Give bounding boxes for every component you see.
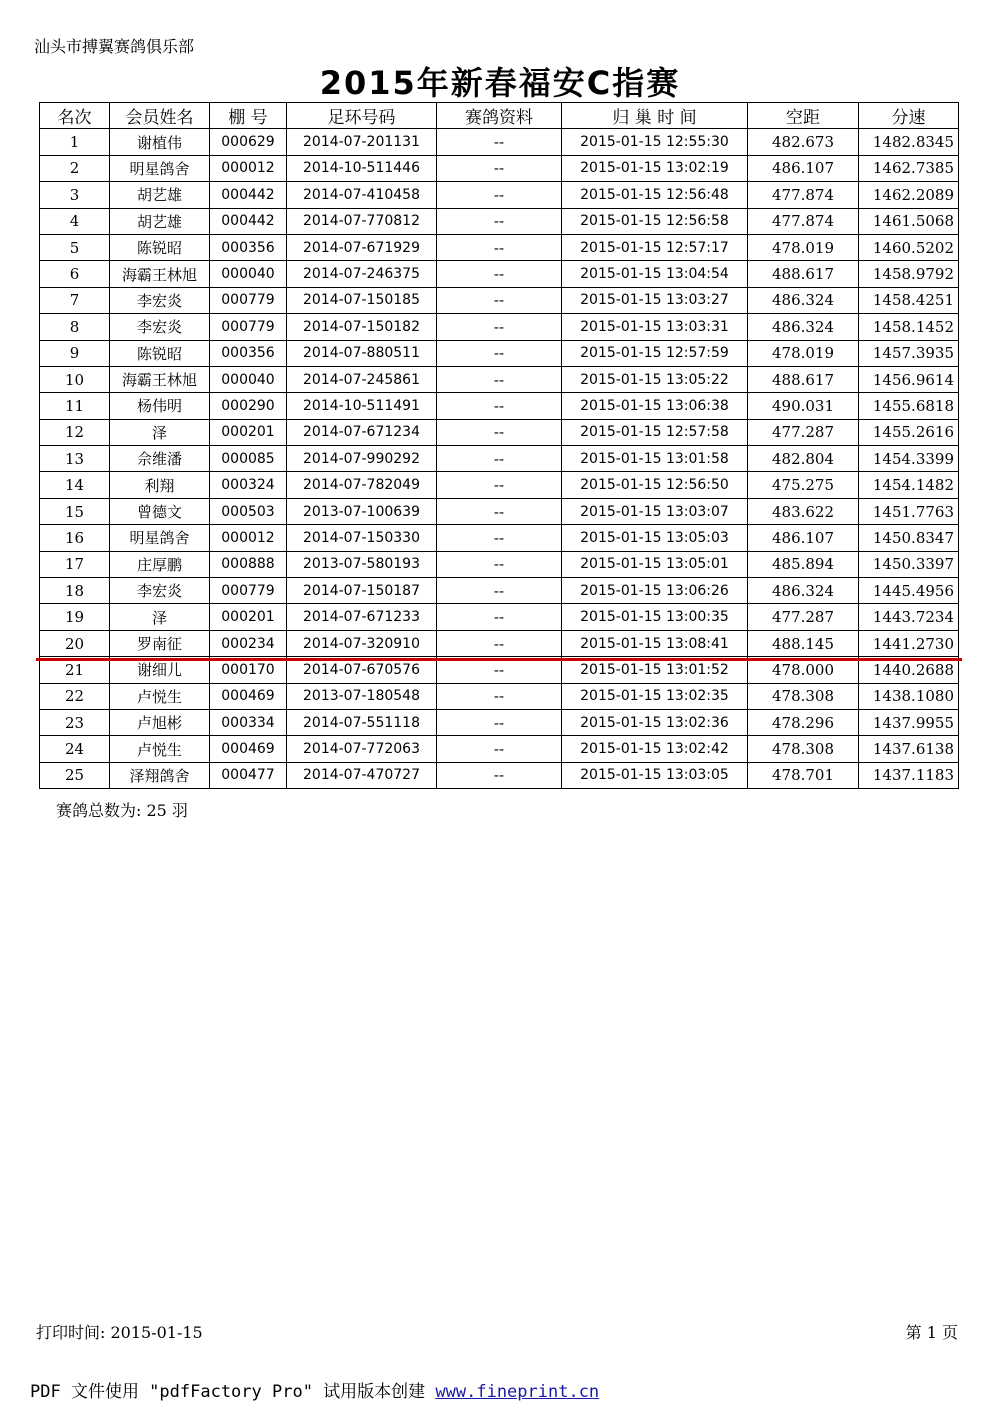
pigeon-info-cell: --: [437, 657, 562, 683]
arrival-time-cell: 2015-01-15 13:05:03: [562, 525, 748, 551]
table-row: [40, 366, 959, 392]
arrival-time-cell: 2015-01-15 12:56:48: [562, 182, 748, 208]
distance-cell: 486.324: [748, 314, 859, 340]
footer-note: [30, 1377, 599, 1402]
table-row: [40, 683, 959, 709]
member-name-cell: 庄厚鹏: [110, 551, 210, 577]
distance-cell: 477.287: [748, 604, 859, 630]
ring-number-cell: 2014-07-410458: [287, 182, 437, 208]
speed-cell: 1462.7385: [859, 155, 959, 181]
table-row: [40, 129, 959, 155]
loft-number-cell: 000442: [210, 182, 287, 208]
speed-cell: 1438.1080: [859, 683, 959, 709]
loft-number-cell: 000442: [210, 208, 287, 234]
distance-cell: 488.617: [748, 261, 859, 287]
pigeon-info-cell: --: [437, 604, 562, 630]
column-header: 会员姓名: [110, 103, 210, 129]
column-header: 归 巢 时 间: [562, 103, 748, 129]
table-header-row: [40, 103, 959, 129]
loft-number-cell: 000469: [210, 683, 287, 709]
footer-text: PDF 文件使用 "pdfFactory Pro" 试用版本创建: [30, 1382, 436, 1402]
member-name-cell: 泽: [110, 419, 210, 445]
loft-number-cell: 000201: [210, 419, 287, 445]
print-time: 打印时间: 2015-01-15: [36, 1323, 203, 1342]
loft-number-cell: 000469: [210, 736, 287, 762]
rank-cell: 23: [40, 709, 110, 735]
table-row: [40, 551, 959, 577]
pigeon-info-cell: --: [437, 709, 562, 735]
ring-number-cell: 2013-07-100639: [287, 498, 437, 524]
rank-cell: 7: [40, 287, 110, 313]
ring-number-cell: 2014-07-990292: [287, 446, 437, 472]
rank-cell: 20: [40, 630, 110, 656]
member-name-cell: 李宏炎: [110, 578, 210, 604]
total-count: 赛鸽总数为: 25 羽: [56, 801, 188, 820]
loft-number-cell: 000779: [210, 314, 287, 340]
pigeon-info-cell: --: [437, 551, 562, 577]
distance-cell: 490.031: [748, 393, 859, 419]
pigeon-info-cell: --: [437, 287, 562, 313]
speed-cell: 1437.1183: [859, 762, 959, 788]
footer-link[interactable]: www.fineprint.cn: [435, 1382, 600, 1402]
arrival-time-cell: 2015-01-15 13:01:52: [562, 657, 748, 683]
arrival-time-cell: 2015-01-15 13:02:36: [562, 709, 748, 735]
loft-number-cell: 000779: [210, 578, 287, 604]
member-name-cell: 泽翔鸽舍: [110, 762, 210, 788]
table-row: [40, 419, 959, 445]
column-header: 棚 号: [210, 103, 287, 129]
distance-cell: 486.107: [748, 525, 859, 551]
pigeon-info-cell: --: [437, 155, 562, 181]
rank-cell: 11: [40, 393, 110, 419]
distance-cell: 486.324: [748, 578, 859, 604]
distance-cell: 483.622: [748, 498, 859, 524]
arrival-time-cell: 2015-01-15 12:57:59: [562, 340, 748, 366]
rank-cell: 15: [40, 498, 110, 524]
speed-cell: 1456.9614: [859, 366, 959, 392]
ring-number-cell: 2013-07-580193: [287, 551, 437, 577]
distance-cell: 478.308: [748, 683, 859, 709]
member-name-cell: 罗南征: [110, 630, 210, 656]
ring-number-cell: 2014-07-246375: [287, 261, 437, 287]
table-row: [40, 234, 959, 260]
distance-cell: 478.308: [748, 736, 859, 762]
arrival-time-cell: 2015-01-15 12:56:58: [562, 208, 748, 234]
ring-number-cell: 2014-07-772063: [287, 736, 437, 762]
ring-number-cell: 2014-07-671234: [287, 419, 437, 445]
table-row: [40, 314, 959, 340]
ring-number-cell: 2014-07-880511: [287, 340, 437, 366]
arrival-time-cell: 2015-01-15 12:57:58: [562, 419, 748, 445]
ring-number-cell: 2014-07-551118: [287, 709, 437, 735]
loft-number-cell: 000085: [210, 446, 287, 472]
pigeon-info-cell: --: [437, 446, 562, 472]
pigeon-info-cell: --: [437, 129, 562, 155]
speed-cell: 1450.3397: [859, 551, 959, 577]
rank-cell: 8: [40, 314, 110, 340]
member-name-cell: 陈锐昭: [110, 340, 210, 366]
member-name-cell: 谢细儿: [110, 657, 210, 683]
member-name-cell: 明星鸽舍: [110, 155, 210, 181]
member-name-cell: 海霸王林旭: [110, 366, 210, 392]
speed-cell: 1457.3935: [859, 340, 959, 366]
loft-number-cell: 000324: [210, 472, 287, 498]
loft-number-cell: 000012: [210, 525, 287, 551]
arrival-time-cell: 2015-01-15 13:04:54: [562, 261, 748, 287]
loft-number-cell: 000170: [210, 657, 287, 683]
ring-number-cell: 2014-07-245861: [287, 366, 437, 392]
member-name-cell: 佘维潘: [110, 446, 210, 472]
loft-number-cell: 000040: [210, 261, 287, 287]
ring-number-cell: 2014-07-150330: [287, 525, 437, 551]
speed-cell: 1454.1482: [859, 472, 959, 498]
rank-cell: 2: [40, 155, 110, 181]
pigeon-info-cell: --: [437, 314, 562, 340]
member-name-cell: 泽: [110, 604, 210, 630]
rank-cell: 21: [40, 657, 110, 683]
table-row: [40, 578, 959, 604]
speed-cell: 1458.1452: [859, 314, 959, 340]
arrival-time-cell: 2015-01-15 13:00:35: [562, 604, 748, 630]
speed-cell: 1450.8347: [859, 525, 959, 551]
ring-number-cell: 2014-10-511446: [287, 155, 437, 181]
speed-cell: 1437.6138: [859, 736, 959, 762]
loft-number-cell: 000779: [210, 287, 287, 313]
distance-cell: 488.617: [748, 366, 859, 392]
rank-cell: 24: [40, 736, 110, 762]
arrival-time-cell: 2015-01-15 13:02:35: [562, 683, 748, 709]
arrival-time-cell: 2015-01-15 13:01:58: [562, 446, 748, 472]
distance-cell: 488.145: [748, 630, 859, 656]
table-row: [40, 261, 959, 287]
speed-cell: 1482.8345: [859, 129, 959, 155]
pigeon-info-cell: --: [437, 182, 562, 208]
arrival-time-cell: 2015-01-15 13:06:26: [562, 578, 748, 604]
speed-cell: 1445.4956: [859, 578, 959, 604]
loft-number-cell: 000356: [210, 234, 287, 260]
loft-number-cell: 000888: [210, 551, 287, 577]
loft-number-cell: 000201: [210, 604, 287, 630]
loft-number-cell: 000503: [210, 498, 287, 524]
rank-cell: 13: [40, 446, 110, 472]
arrival-time-cell: 2015-01-15 13:03:27: [562, 287, 748, 313]
ring-number-cell: 2014-07-670576: [287, 657, 437, 683]
arrival-time-cell: 2015-01-15 13:02:19: [562, 155, 748, 181]
arrival-time-cell: 2015-01-15 13:08:41: [562, 630, 748, 656]
member-name-cell: 卢悦生: [110, 736, 210, 762]
rank-cell: 6: [40, 261, 110, 287]
member-name-cell: 利翔: [110, 472, 210, 498]
ring-number-cell: 2014-07-770812: [287, 208, 437, 234]
table-row: [40, 498, 959, 524]
pigeon-info-cell: --: [437, 208, 562, 234]
speed-cell: 1440.2688: [859, 657, 959, 683]
ring-number-cell: 2014-07-782049: [287, 472, 437, 498]
table-row: [40, 155, 959, 181]
speed-cell: 1462.2089: [859, 182, 959, 208]
speed-cell: 1458.9792: [859, 261, 959, 287]
pigeon-info-cell: --: [437, 261, 562, 287]
distance-cell: 486.324: [748, 287, 859, 313]
pigeon-info-cell: --: [437, 683, 562, 709]
member-name-cell: 卢旭彬: [110, 709, 210, 735]
rank-cell: 4: [40, 208, 110, 234]
rank-cell: 25: [40, 762, 110, 788]
speed-cell: 1451.7763: [859, 498, 959, 524]
column-header: 足环号码: [287, 103, 437, 129]
table-row: [40, 630, 959, 656]
speed-cell: 1460.5202: [859, 234, 959, 260]
club-name: 汕头市搏翼赛鸽俱乐部: [34, 37, 195, 56]
speed-cell: 1443.7234: [859, 604, 959, 630]
distance-cell: 475.275: [748, 472, 859, 498]
column-header: 赛鸽资料: [437, 103, 562, 129]
member-name-cell: 海霸王林旭: [110, 261, 210, 287]
page-number: 第 1 页: [905, 1323, 958, 1342]
rank-cell: 9: [40, 340, 110, 366]
distance-cell: 482.673: [748, 129, 859, 155]
speed-cell: 1454.3399: [859, 446, 959, 472]
arrival-time-cell: 2015-01-15 13:05:01: [562, 551, 748, 577]
pigeon-info-cell: --: [437, 762, 562, 788]
member-name-cell: 杨伟明: [110, 393, 210, 419]
ring-number-cell: 2014-07-671233: [287, 604, 437, 630]
pigeon-info-cell: --: [437, 736, 562, 762]
table-row: [40, 525, 959, 551]
rank-cell: 16: [40, 525, 110, 551]
table-row: [40, 762, 959, 788]
rank-cell: 17: [40, 551, 110, 577]
loft-number-cell: 000334: [210, 709, 287, 735]
loft-number-cell: 000356: [210, 340, 287, 366]
pigeon-info-cell: --: [437, 340, 562, 366]
loft-number-cell: 000234: [210, 630, 287, 656]
arrival-time-cell: 2015-01-15 13:03:31: [562, 314, 748, 340]
arrival-time-cell: 2015-01-15 13:05:22: [562, 366, 748, 392]
ring-number-cell: 2014-07-201131: [287, 129, 437, 155]
member-name-cell: 李宏炎: [110, 314, 210, 340]
loft-number-cell: 000290: [210, 393, 287, 419]
column-header: 分速: [859, 103, 959, 129]
table-row: [40, 340, 959, 366]
member-name-cell: 李宏炎: [110, 287, 210, 313]
table-row: [40, 736, 959, 762]
distance-cell: 478.296: [748, 709, 859, 735]
distance-cell: 478.019: [748, 234, 859, 260]
rank-cell: 5: [40, 234, 110, 260]
speed-cell: 1461.5068: [859, 208, 959, 234]
ring-number-cell: 2014-07-150182: [287, 314, 437, 340]
arrival-time-cell: 2015-01-15 13:03:07: [562, 498, 748, 524]
table-row: [40, 287, 959, 313]
results-body: [40, 129, 959, 789]
loft-number-cell: 000629: [210, 129, 287, 155]
member-name-cell: 胡艺雄: [110, 182, 210, 208]
ring-number-cell: 2013-07-180548: [287, 683, 437, 709]
ring-number-cell: 2014-07-150185: [287, 287, 437, 313]
pigeon-info-cell: --: [437, 366, 562, 392]
pigeon-info-cell: --: [437, 578, 562, 604]
page-title: 2015年新春福安C指赛: [319, 64, 681, 102]
arrival-time-cell: 2015-01-15 13:02:42: [562, 736, 748, 762]
rank-cell: 14: [40, 472, 110, 498]
member-name-cell: 曾德文: [110, 498, 210, 524]
ring-number-cell: 2014-07-671929: [287, 234, 437, 260]
speed-cell: 1455.2616: [859, 419, 959, 445]
arrival-time-cell: 2015-01-15 12:57:17: [562, 234, 748, 260]
pigeon-info-cell: --: [437, 234, 562, 260]
pigeon-info-cell: --: [437, 472, 562, 498]
distance-cell: 482.804: [748, 446, 859, 472]
member-name-cell: 谢植伟: [110, 129, 210, 155]
loft-number-cell: 000477: [210, 762, 287, 788]
arrival-time-cell: 2015-01-15 13:06:38: [562, 393, 748, 419]
distance-cell: 478.701: [748, 762, 859, 788]
loft-number-cell: 000012: [210, 155, 287, 181]
ring-number-cell: 2014-07-150187: [287, 578, 437, 604]
table-row: [40, 182, 959, 208]
arrival-time-cell: 2015-01-15 13:03:05: [562, 762, 748, 788]
column-header: 空距: [748, 103, 859, 129]
pigeon-info-cell: --: [437, 419, 562, 445]
rank-cell: 18: [40, 578, 110, 604]
distance-cell: 485.894: [748, 551, 859, 577]
distance-cell: 477.287: [748, 419, 859, 445]
table-row: [40, 472, 959, 498]
speed-cell: 1458.4251: [859, 287, 959, 313]
rank-cell: 10: [40, 366, 110, 392]
pigeon-info-cell: --: [437, 525, 562, 551]
rank-cell: 3: [40, 182, 110, 208]
member-name-cell: 卢悦生: [110, 683, 210, 709]
distance-cell: 477.874: [748, 208, 859, 234]
pigeon-info-cell: --: [437, 630, 562, 656]
pigeon-info-cell: --: [437, 498, 562, 524]
table-row: [40, 393, 959, 419]
table-row: [40, 208, 959, 234]
distance-cell: 477.874: [748, 182, 859, 208]
loft-number-cell: 000040: [210, 366, 287, 392]
speed-cell: 1455.6818: [859, 393, 959, 419]
rank-cell: 1: [40, 129, 110, 155]
distance-cell: 478.000: [748, 657, 859, 683]
table-row: [40, 709, 959, 735]
table-row: [40, 446, 959, 472]
results-table: [39, 102, 959, 789]
member-name-cell: 陈锐昭: [110, 234, 210, 260]
column-header: 名次: [40, 103, 110, 129]
cutoff-line: [36, 658, 962, 661]
speed-cell: 1441.2730: [859, 630, 959, 656]
rank-cell: 22: [40, 683, 110, 709]
distance-cell: 478.019: [748, 340, 859, 366]
rank-cell: 12: [40, 419, 110, 445]
pigeon-info-cell: --: [437, 393, 562, 419]
ring-number-cell: 2014-10-511491: [287, 393, 437, 419]
speed-cell: 1437.9955: [859, 709, 959, 735]
rank-cell: 19: [40, 604, 110, 630]
member-name-cell: 明星鸽舍: [110, 525, 210, 551]
distance-cell: 486.107: [748, 155, 859, 181]
table-row: [40, 604, 959, 630]
arrival-time-cell: 2015-01-15 12:56:50: [562, 472, 748, 498]
ring-number-cell: 2014-07-470727: [287, 762, 437, 788]
ring-number-cell: 2014-07-320910: [287, 630, 437, 656]
member-name-cell: 胡艺雄: [110, 208, 210, 234]
arrival-time-cell: 2015-01-15 12:55:30: [562, 129, 748, 155]
